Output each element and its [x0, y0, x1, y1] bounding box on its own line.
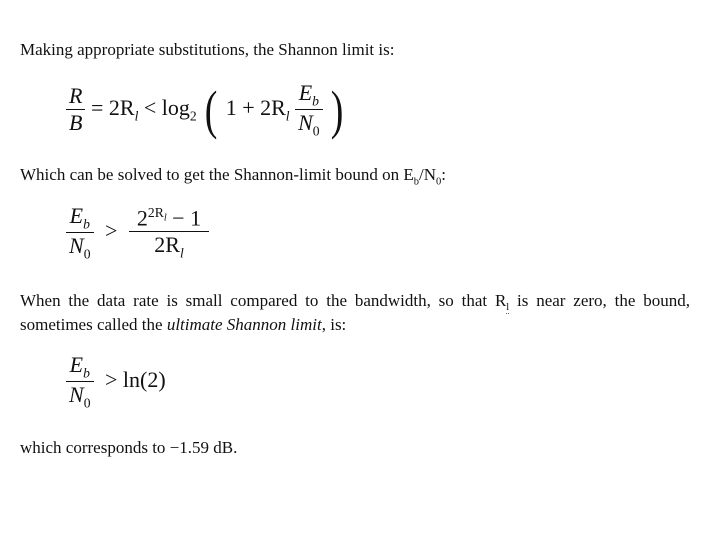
eq2-lhs-fraction	[66, 203, 94, 263]
eq2-rhs-fraction	[129, 205, 209, 262]
eq2-rhs-exp-sub: l	[163, 212, 167, 224]
equation-ultimate-limit	[66, 352, 166, 412]
paragraph-db	[20, 438, 237, 458]
eq1-inner-num-sub: b	[312, 93, 319, 109]
eq1-inner-den-sub: 0	[312, 123, 320, 139]
eq2-rhs-denominator: 2R	[154, 231, 180, 257]
paragraph-bound-text: Which can be solved to get the Shannon-limit bound on E	[20, 165, 414, 184]
eq3-lhs-denominator: N	[69, 382, 84, 408]
paragraph-small-rate-b: is near zero, the bound,	[509, 291, 690, 310]
eq2-lhs-den-sub: 0	[83, 246, 91, 262]
paragraph-intro	[20, 40, 394, 60]
eq2-rhs-den-sub: l	[179, 245, 184, 261]
eq1-lhs-denominator: B	[69, 110, 83, 136]
eq1-less-than: <	[143, 94, 157, 120]
eq2-lhs-denominator: N	[69, 233, 84, 259]
eq3-lhs-fraction	[66, 352, 94, 412]
eq1-lhs-fraction	[66, 83, 85, 136]
paragraph-ultimate-a: sometimes called the	[20, 315, 167, 334]
eq1-r-subscript: l	[134, 108, 139, 124]
eq1-two-r: 2R	[108, 94, 135, 120]
eq1-left-paren: (	[204, 79, 218, 140]
eq1-one-plus: 1 + 2R	[225, 94, 286, 120]
eq1-log-base: 2	[189, 108, 197, 124]
eq2-rhs-exp-text: 2R	[147, 204, 164, 220]
paragraph-db-text: which corresponds to −1.59 dB.	[20, 438, 238, 457]
paragraph-ultimate-italic: ultimate Shannon limit	[166, 315, 322, 334]
eq2-rhs-num-tail: − 1	[166, 204, 202, 230]
eq3-lhs-num-sub: b	[83, 365, 90, 381]
equation-shannon-limit	[66, 80, 346, 140]
eq3-greater-than: >	[105, 366, 118, 392]
paragraph-bound-slash: /N	[419, 165, 437, 184]
eq1-right-paren: )	[330, 79, 344, 140]
eq1-lhs-numerator: R	[66, 83, 85, 110]
paragraph-bound-sub-b: b	[413, 176, 420, 188]
eq1-inner-fraction	[295, 80, 323, 140]
paragraph-small-rate-a: When the data rate is small compared to the bandwidth, so that R	[20, 291, 507, 310]
eq3-lhs-den-sub: 0	[83, 395, 91, 411]
eq2-greater-than: >	[105, 217, 118, 243]
equation-shannon-bound	[66, 203, 209, 263]
paragraph-bound-sub-0: 0	[436, 176, 442, 188]
paragraph-bound	[20, 165, 446, 187]
paragraph-small-rate-line1	[20, 291, 690, 313]
eq3-rhs: ln(2)	[122, 366, 166, 392]
eq1-r-subscript-2: l	[285, 108, 290, 124]
eq2-rhs-num-exp	[147, 204, 167, 224]
eq1-inner-denominator: N	[298, 110, 313, 136]
paragraph-ultimate-b: , is:	[321, 315, 347, 334]
eq1-log: log	[161, 94, 190, 120]
eq2-rhs-num-base: 2	[136, 204, 148, 230]
eq2-lhs-numerator: E	[69, 203, 84, 228]
eq2-lhs-num-sub: b	[83, 216, 90, 232]
paragraph-intro-text: Making appropriate substitutions, the Shannon limit is:	[20, 40, 395, 59]
eq1-inner-numerator: E	[298, 80, 313, 105]
paragraph-bound-colon: :	[441, 165, 447, 184]
paragraph-small-rate-sub: l	[506, 302, 510, 314]
eq1-equals: =	[90, 94, 104, 120]
eq3-lhs-numerator: E	[69, 352, 84, 377]
paragraph-small-rate-line2	[20, 315, 346, 335]
